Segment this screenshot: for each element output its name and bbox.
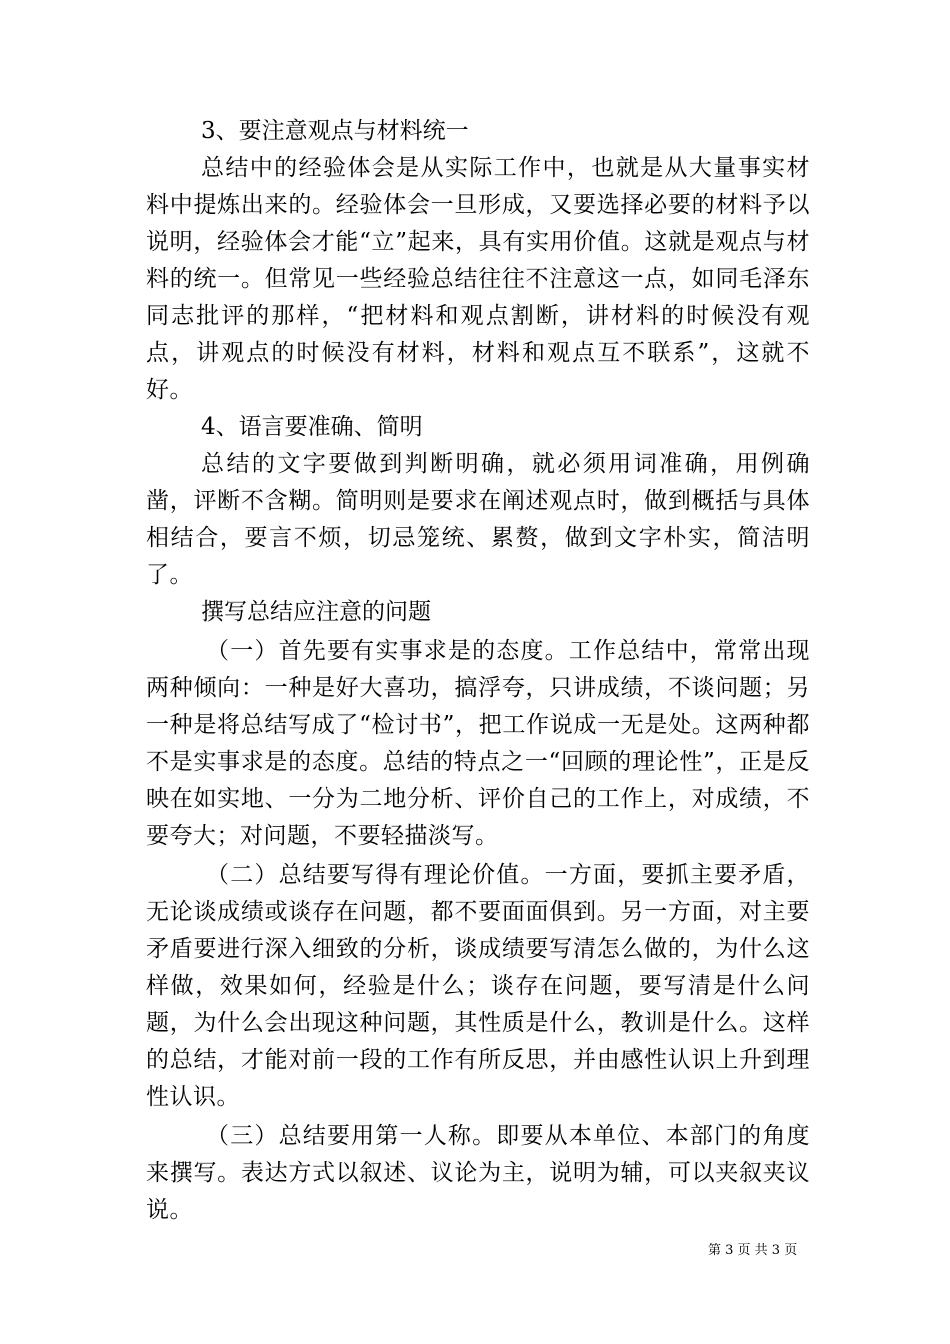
- paragraph-issue-two: （二）总结要写得有理论价值。一方面，要抓主要矛盾，无论谈成绩或谈存在问题，都不要面面俱到。另一方面，对主要矛盾要进行深入细致的分析，谈成绩要写清怎么做的，为什么这样做，效果如何，经验是什么；谈存在问题，要写清是什么问题，为什么会出现这种问题，其性质是什么，教训是什么。这样的总结，才能对前一段的工作有所反思，并由感性认识上升到理性认识。: [146, 862, 810, 1110]
- paragraph-issue-one: （一）首先要有实事求是的态度。工作总结中，常常出现两种倾向：一种是好大喜功，搞浮夸，只讲成绩，不谈问题；另一种是将总结写成了“检讨书”，把工作说成一无是处。这两种都不是实事求是的态度。总结的特点之一“回顾的理论性”，正是反映在如实地、一分为二地分析、评价自己的工作上，对成绩，不要夸大；对问题，不要轻描淡写。: [146, 638, 810, 849]
- paragraph-point-3: 总结中的经验体会是从实际工作中，也就是从大量事实材料中提炼出来的。经验体会一旦形成，又要选择必要的材料予以说明，经验体会才能“立”起来，具有实用价值。这就是观点与材料的统一。但常见一些经验总结往往不注意这一点，如同毛泽东同志批评的那样，“把材料和观点割断，讲材料的时候没有观点，讲观点的时候没有材料，材料和观点互不联系”，这就不好。: [146, 155, 810, 403]
- page-number-footer: 第 3 页 共 3 页: [708, 1243, 798, 1258]
- paragraph-issue-three: （三）总结要用第一人称。即要从本单位、本部门的角度来撰写。表达方式以叙述、议论为主，说明为辅，可以夹叙夹议说。: [146, 1123, 810, 1223]
- heading-point-3: 3、要注意观点与材料统一: [201, 118, 469, 144]
- document-body: [146, 113, 810, 1229]
- heading-point-4: 4、语言要准确、简明: [201, 414, 423, 440]
- paragraph-point-4: 总结的文字要做到判断明确，就必须用词准确，用例确凿，评断不含糊。简明则是要求在阐述观点时，做到概括与具体相结合，要言不烦，切忌笼统、累赘，做到文字朴实，简洁明了。: [146, 451, 810, 588]
- heading-writing-issues: 撰写总结应注意的问题: [201, 599, 431, 625]
